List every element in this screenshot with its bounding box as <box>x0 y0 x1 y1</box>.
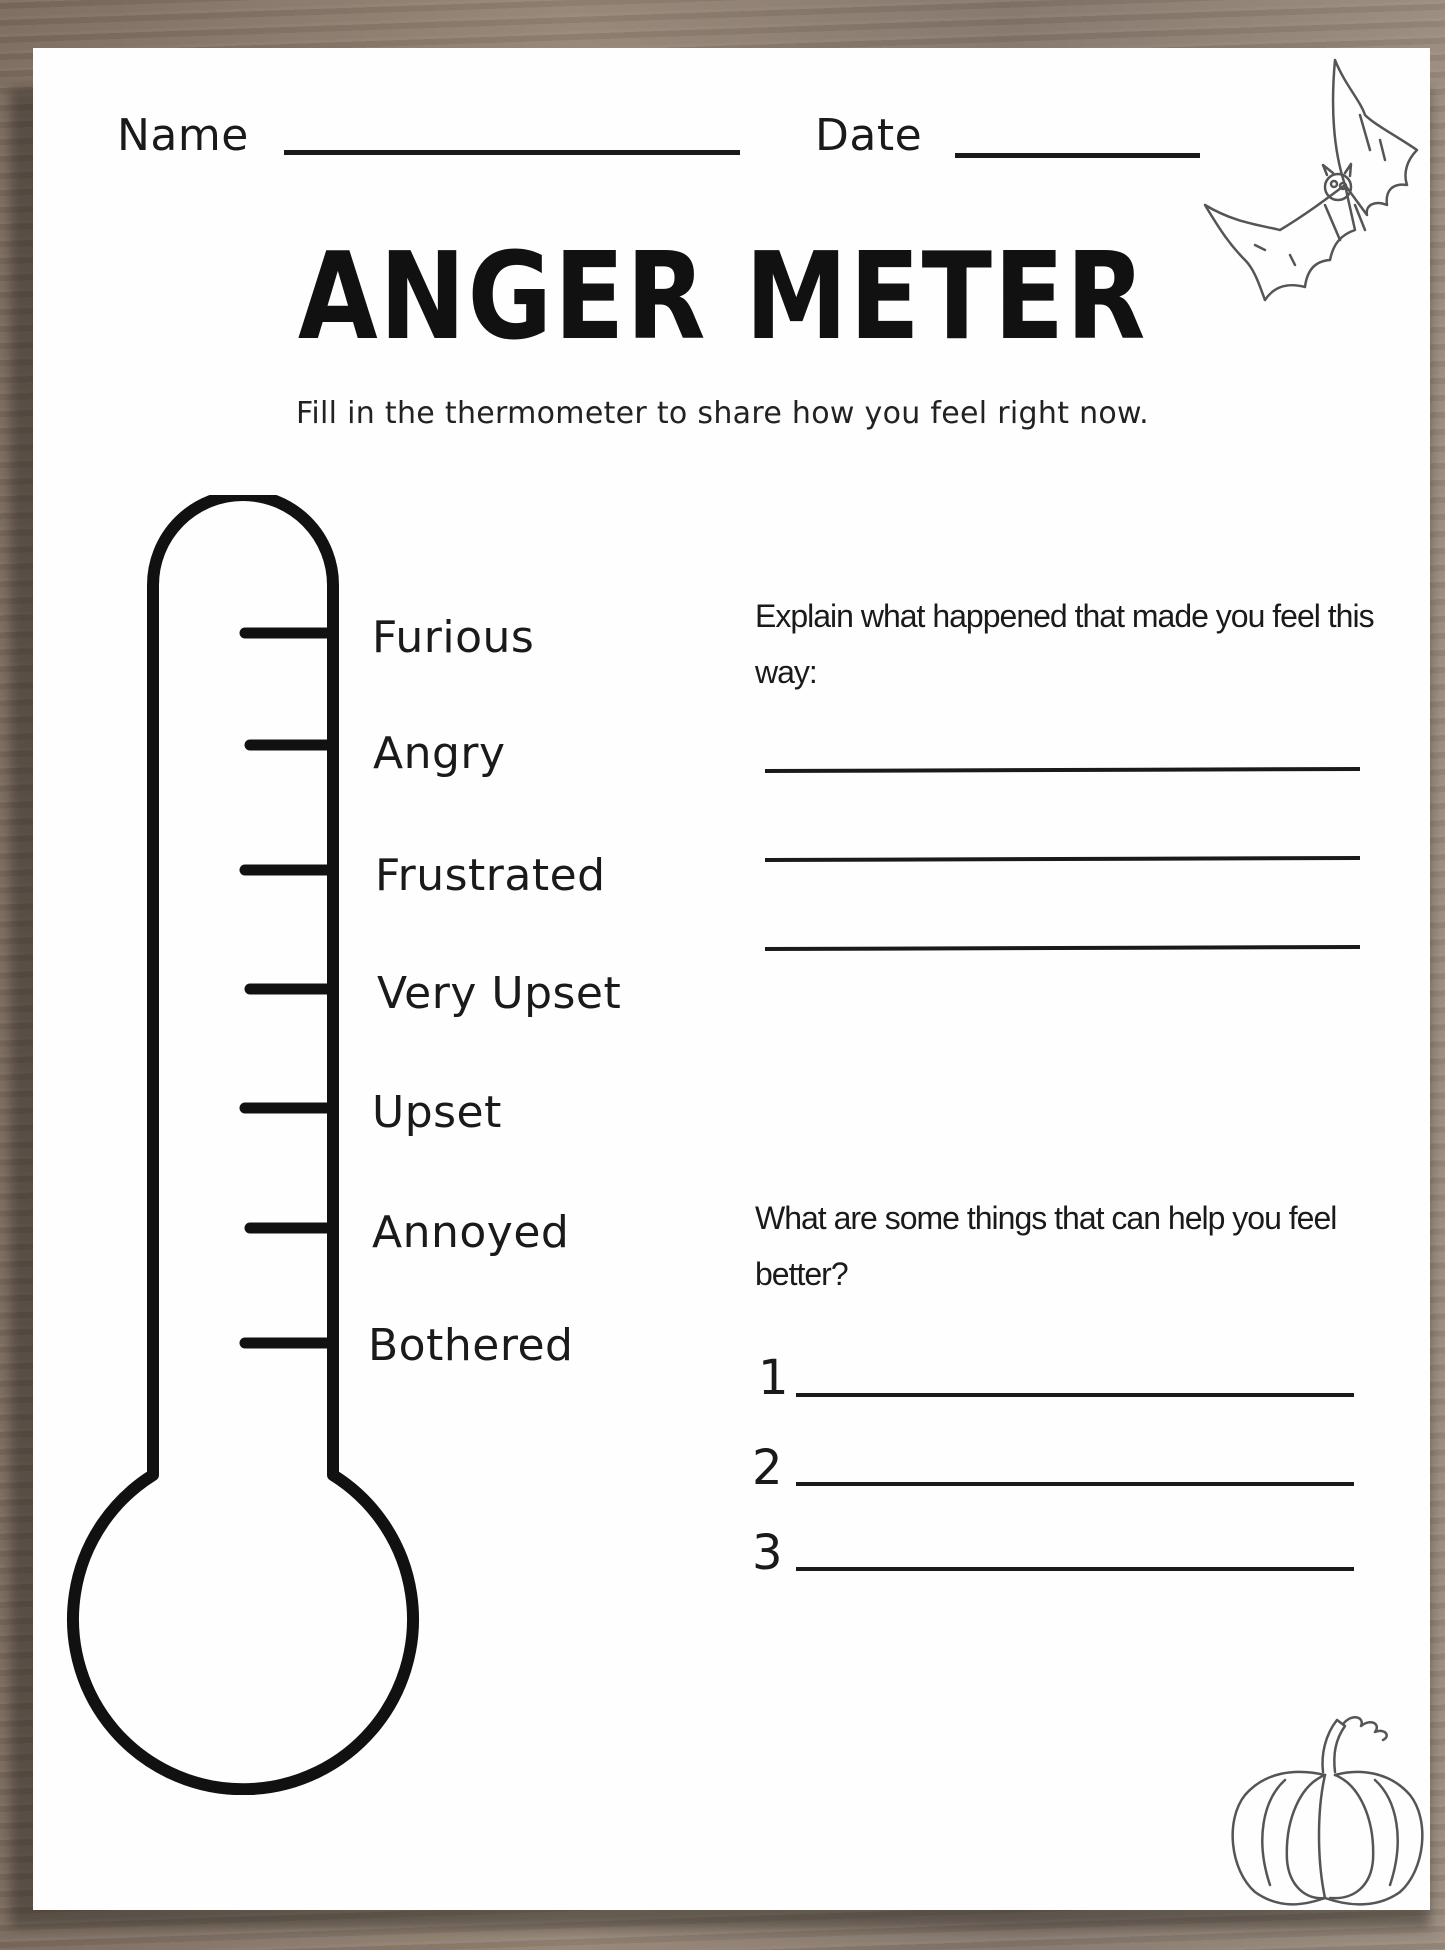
level-frustrated: Frustrated <box>375 850 606 901</box>
level-furious: Furious <box>372 612 535 663</box>
name-label: Name <box>117 110 249 161</box>
help-answer-line-1[interactable] <box>796 1393 1354 1397</box>
help-prompt: What are some things that can help you feel better? <box>755 1200 1337 1292</box>
explain-prompt: Explain what happened that made you feel this way: <box>755 598 1374 690</box>
thermometer-ticks <box>245 633 328 1343</box>
level-annoyed: Annoyed <box>372 1207 570 1258</box>
page-title: ANGER METER <box>297 228 1148 367</box>
date-field-line[interactable] <box>955 153 1200 158</box>
help-number-3: 3 <box>752 1525 783 1581</box>
date-label: Date <box>815 110 923 161</box>
help-number-1: 1 <box>758 1350 789 1406</box>
help-answer-line-3[interactable] <box>796 1567 1354 1571</box>
level-bothered: Bothered <box>368 1320 574 1371</box>
level-angry: Angry <box>373 728 506 779</box>
page-subtitle: Fill in the thermometer to share how you feel right now. <box>296 396 1149 431</box>
help-answer-line-2[interactable] <box>796 1482 1354 1486</box>
pumpkin-icon <box>1225 1710 1430 1910</box>
thermometer[interactable] <box>60 495 440 1795</box>
help-number-2: 2 <box>752 1440 783 1496</box>
name-field-line[interactable] <box>284 150 740 155</box>
level-very-upset: Very Upset <box>377 968 622 1019</box>
level-upset: Upset <box>372 1087 502 1138</box>
